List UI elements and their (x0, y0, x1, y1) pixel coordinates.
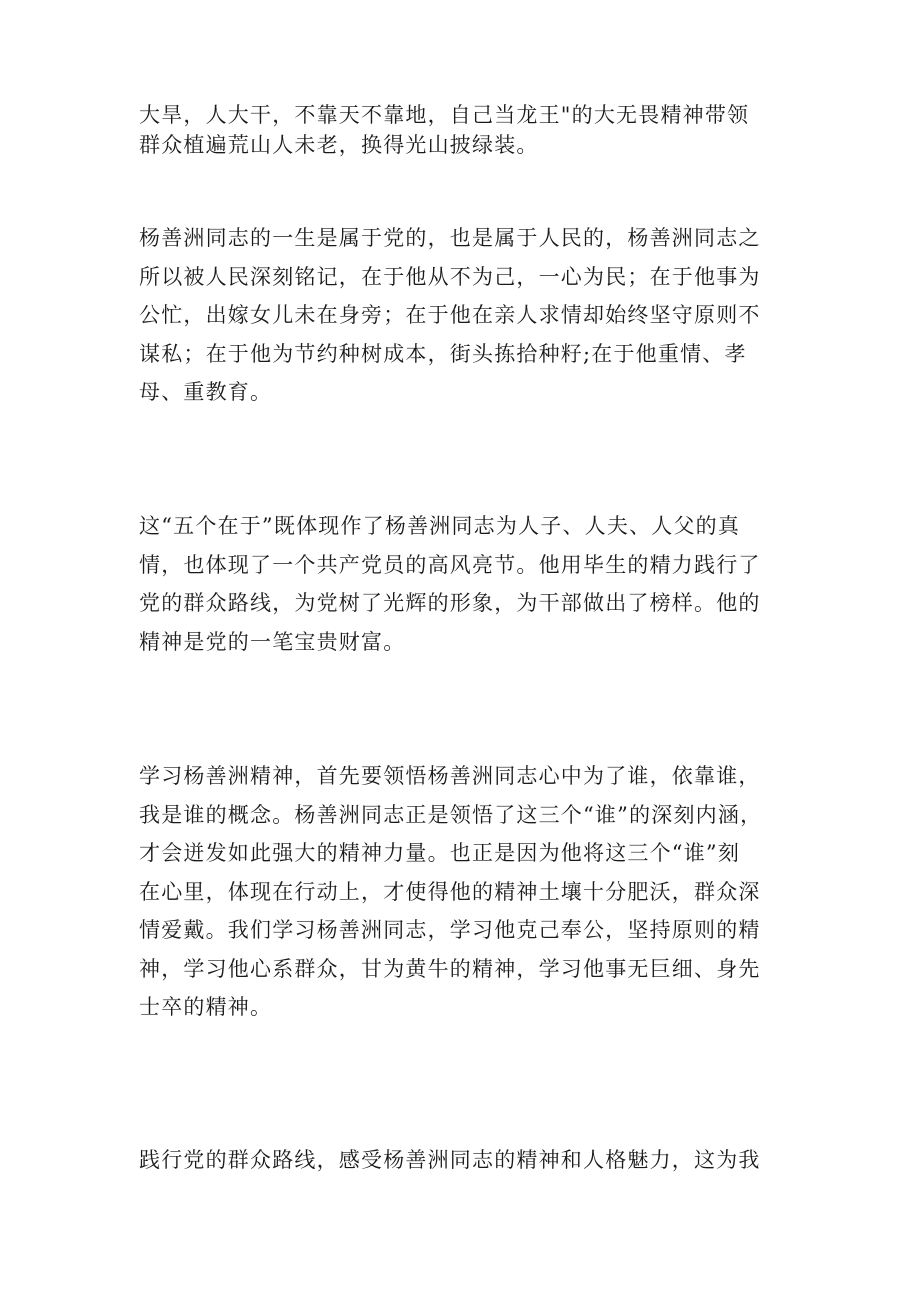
paragraph-line: 精神是党的一笔宝贵财富。 (139, 629, 406, 654)
paragraph-line: 这“五个在于”既体现作了杨善洲同志为人子、人夫、人父的真 (139, 514, 741, 538)
paragraph-line: 大旱，人大干，不靠天不靠地，自己当龙王"的大无畏精神带领 (139, 103, 750, 127)
paragraph-line: 士卒的精神。 (139, 995, 273, 1019)
paragraph-line: 才会迸发如此强大的精神力量。也正是因为他将这三个“谁”刻 (139, 841, 741, 865)
paragraph-line: 在心里，体现在行动上，才使得他的精神土壤十分肥沃，群众深 (139, 879, 761, 904)
paragraph-line: 所以被人民深刻铭记，在于他从不为己，一心为民；在于他事为 (139, 264, 761, 289)
paragraph-line: 母、重教育。 (139, 380, 273, 404)
paragraph-line: 公忙，出嫁女儿未在身旁；在于他在亲人求情却始终坚守原则不 (139, 303, 761, 327)
paragraph-2 (139, 219, 799, 412)
paragraph-line: 谋私；在于他为节约种树成本，街头拣拾种籽;在于他重情、孝 (139, 341, 747, 366)
paragraph-5 (139, 1141, 799, 1180)
paragraph-line: 学习杨善洲精神，首先要领悟杨善洲同志心中为了谁，依靠谁， (139, 764, 761, 788)
paragraph-line: 我是谁的概念。杨善洲同志正是领悟了这三个“谁”的深刻内涵， (139, 802, 763, 827)
paragraph-line: 情，也体现了一个共产党员的高风亮节。他用毕生的精力践行了 (139, 552, 761, 577)
paragraph-line: 群众植遍荒山人未老，换得光山披绿装。 (139, 133, 539, 157)
paragraph-line: 党的群众路线，为党树了光辉的形象，为干部做出了榜样。他的 (139, 591, 761, 615)
paragraph-line: 神，学习他心系群众，甘为黄牛的精神，学习他事无巨细、身先 (139, 956, 761, 981)
paragraph-4 (139, 757, 799, 1027)
paragraph-3 (139, 507, 799, 661)
paragraph-line: 情爱戴。我们学习杨善洲同志，学习他克己奉公，坚持原则的精 (139, 918, 761, 942)
paragraph-1 (139, 100, 799, 160)
paragraph-line: 践行党的群众路线，感受杨善洲同志的精神和人格魅力，这为我 (139, 1148, 761, 1172)
paragraph-line: 杨善洲同志的一生是属于党的，也是属于人民的，杨善洲同志之 (139, 226, 761, 250)
